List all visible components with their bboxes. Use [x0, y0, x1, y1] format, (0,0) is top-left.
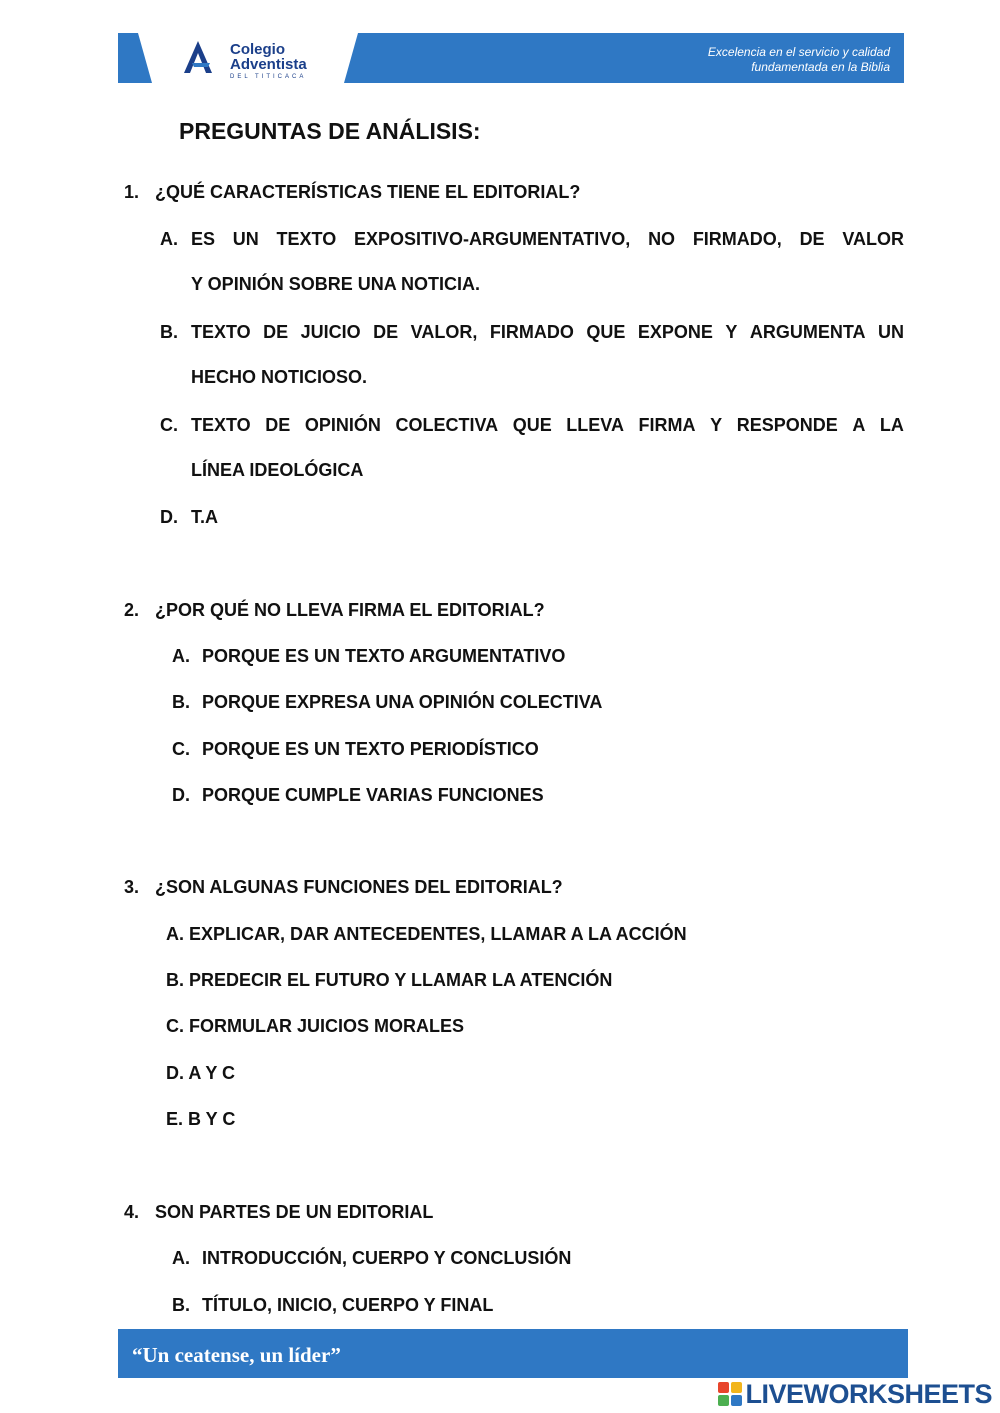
option-2a[interactable]	[172, 646, 565, 667]
school-logo	[118, 33, 358, 83]
option-text: PORQUE ES UN TEXTO ARGUMENTATIVO	[202, 646, 566, 666]
liveworksheets-watermark[interactable]	[718, 1378, 992, 1410]
option-letter: A.	[172, 1248, 190, 1268]
option-1b[interactable]	[160, 322, 904, 388]
option-text: TÍTULO, INICIO, CUERPO Y FINAL	[202, 1295, 494, 1315]
question-4	[124, 1202, 433, 1223]
footer-slogan: “Un ceatense, un líder”	[132, 1343, 341, 1367]
motto-line2: fundamentada en la Biblia	[751, 60, 890, 74]
question-text: ¿SON ALGUNAS FUNCIONES DEL EDITORIAL?	[155, 877, 563, 897]
option-text: PORQUE CUMPLE VARIAS FUNCIONES	[202, 785, 544, 805]
option-letter: B.	[172, 692, 190, 712]
option-1a[interactable]	[160, 229, 904, 295]
option-letter: D.	[160, 507, 178, 527]
option-letter: B.	[160, 322, 178, 342]
option-3a[interactable]: A. EXPLICAR, DAR ANTECEDENTES, LLAMAR A LA ACCIÓN	[166, 924, 687, 944]
option-line1: TEXTO DE JUICIO DE VALOR, FIRMADO QUE EXPONE Y ARGUMENTA UN	[191, 322, 904, 342]
option-letter: D.	[172, 785, 190, 805]
question-text: ¿QUÉ CARACTERÍSTICAS TIENE EL EDITORIAL?	[155, 182, 581, 202]
logo-line2: Adventista	[230, 56, 307, 73]
option-letter: A.	[172, 646, 190, 666]
logo-line1: Colegio	[230, 41, 285, 58]
option-1c[interactable]	[160, 415, 904, 481]
option-line2: Y OPINIÓN SOBRE UNA NOTICIA.	[191, 274, 481, 294]
option-4b[interactable]	[172, 1295, 493, 1316]
option-3d[interactable]: D. A Y C	[166, 1063, 236, 1083]
option-2d[interactable]	[172, 785, 544, 806]
question-3	[124, 877, 563, 898]
liveworksheets-text: LIVEWORKSHEETS	[745, 1378, 992, 1409]
option-3b[interactable]: B. PREDECIR EL FUTURO Y LLAMAR LA ATENCIÓN	[166, 970, 613, 990]
liveworksheets-logo-icon	[718, 1382, 742, 1406]
option-text: T.A	[191, 507, 218, 527]
question-1	[124, 182, 580, 203]
logo-subtitle: DEL TITICACA	[230, 74, 307, 80]
option-text: PORQUE ES UN TEXTO PERIODÍSTICO	[202, 739, 539, 759]
question-text: ¿POR QUÉ NO LLEVA FIRMA EL EDITORIAL?	[155, 600, 545, 620]
option-2c[interactable]	[172, 739, 539, 760]
page-title: PREGUNTAS DE ANÁLISIS:	[179, 118, 481, 144]
option-letter: C.	[160, 415, 178, 435]
option-letter: A.	[160, 229, 178, 249]
option-3c[interactable]: C. FORMULAR JUICIOS MORALES	[166, 1016, 465, 1036]
option-3e[interactable]: E. B Y C	[166, 1109, 236, 1129]
option-line1: ES UN TEXTO EXPOSITIVO-ARGUMENTATIVO, NO FIRMADO, DE VALOR	[191, 229, 904, 249]
motto-line1: Excelencia en el servicio y calidad	[707, 45, 890, 59]
question-number: 3.	[124, 877, 140, 897]
option-text: INTRODUCCIÓN, CUERPO Y CONCLUSIÓN	[202, 1248, 572, 1268]
header-banner	[118, 33, 904, 83]
option-line2: HECHO NOTICIOSO.	[191, 367, 368, 387]
question-text: SON PARTES DE UN EDITORIAL	[155, 1202, 434, 1222]
question-number: 4.	[124, 1202, 140, 1222]
option-letter: C.	[172, 739, 190, 759]
footer-banner	[118, 1329, 908, 1378]
question-number: 1.	[124, 182, 140, 202]
option-text: PORQUE EXPRESA UNA OPINIÓN COLECTIVA	[202, 692, 603, 712]
option-letter: B.	[172, 1295, 190, 1315]
option-2b[interactable]	[172, 692, 602, 713]
question-2	[124, 600, 545, 621]
logo-name	[230, 42, 307, 72]
option-line2: LÍNEA IDEOLÓGICA	[191, 460, 364, 480]
option-line1: TEXTO DE OPINIÓN COLECTIVA QUE LLEVA FIRMA Y RESPONDE A LA	[191, 415, 904, 435]
question-number: 2.	[124, 600, 140, 620]
option-1d[interactable]	[160, 507, 218, 528]
option-4a[interactable]	[172, 1248, 571, 1269]
header-motto	[708, 45, 890, 75]
